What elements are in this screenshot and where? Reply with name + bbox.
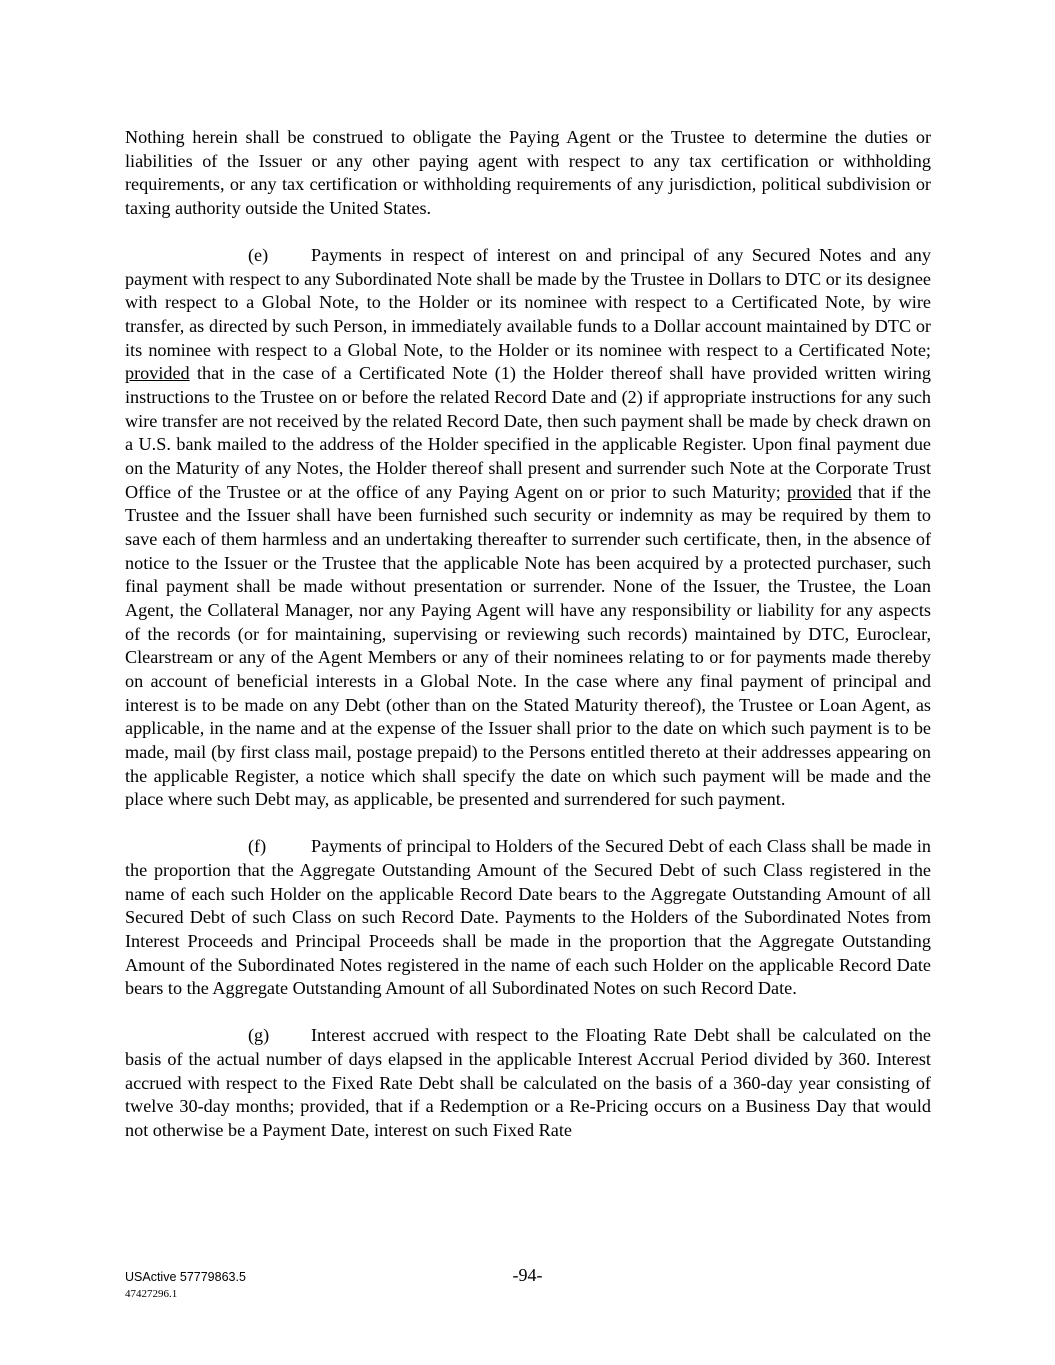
paragraph-text: Payments in respect of interest on and principal of any Secured Notes and any payment with respect to any Subordinated Note shall be made by the Trustee in Dollars to DTC or its designee with respect to a Global Note, to the Holder or its nominee with respect to a Certificated Note, by wire transfer, as directed by such Person, in immediately available funds to a Dollar account maintained by DTC or its nominee with respect to a Global Note, to the Holder or its nominee with respect to a Certificated Note; (125, 245, 931, 360)
underlined-term: provided (787, 481, 852, 502)
paragraph (125, 835, 931, 1001)
body-text (125, 126, 931, 1143)
paragraph-text: Nothing herein shall be construed to obligate the Paying Agent or the Trustee to determine the duties or liabilities of the Issuer or any other paying agent with respect to any tax certification or withholding requirements, or any tax certification or withholding requirements of any jurisdiction, political subdivision or taxing authority outside the United States. (125, 127, 931, 218)
paragraph-label: (g) (248, 1025, 270, 1046)
paragraph-text: Interest accrued with respect to the Floating Rate Debt shall be calculated on the basis of the actual number of days elapsed in the applicable Interest Accrual Period divided by 360. Interest accrued with respect to the Fixed Rate Debt shall be calculated on the basis of a 360-day year consisting of twelve 30-day months; provided, that if a Redemption or a Re-Pricing occurs on a Business Day that would not otherwise be a Payment Date, interest on such Fixed Rate (125, 1025, 931, 1141)
paragraph (125, 244, 931, 812)
paragraph-label: (f) (248, 836, 267, 857)
paragraph (125, 126, 931, 221)
paragraph-text: that in the case of a Certificated Note (1) the Holder thereof shall have provided written wiring instructions to the Trustee on or before the related Record Date and (2) if appropriate instructions for any such wire transfer are not received by the related Record Date, then such payment shall be made by check drawn on a U.S. bank mailed to the address of the Holder specified in the applicable Register. Upon final payment due on the Maturity of any Notes, the Holder thereof shall present and surrender such Note at the Corporate Trust Office of the Trustee or at the office of any Paying Agent on or prior to such Maturity; (125, 363, 931, 502)
paragraph (125, 1024, 931, 1142)
footer-sub-id: 47427296.1 (125, 1288, 178, 1300)
page-number: -94- (512, 1265, 543, 1285)
paragraph-text: Payments of principal to Holders of the Secured Debt of each Class shall be made in the proportion that the Aggregate Outstanding Amount of the Secured Debt of such Class registered in the name of each such Holder on the applicable Record Date bears to the Aggregate Outstanding Amount of all Secured Debt of such Class on such Record Date. Payments to the Holders of the Subordinated Notes from Interest Proceeds and Principal Proceeds shall be made in the proportion that the Aggregate Outstanding Amount of the Subordinated Notes registered in the name of each such Holder on the applicable Record Date bears to the Aggregate Outstanding Amount of all Subordinated Notes on such Record Date. (125, 836, 931, 999)
paragraph-text: that if the Trustee and the Issuer shall have been furnished such security or indemnity as may be required by them to save each of them harmless and an undertaking thereafter to surrender such certificate, then, in the absence of notice to the Issuer or the Trustee that the applicable Note has been acquired by a protected purchaser, such final payment shall be made without presentation or surrender. None of the Issuer, the Trustee, the Loan Agent, the Collateral Manager, nor any Paying Agent will have any responsibility or liability for any aspects of the records (or for maintaining, supervising or reviewing such records) maintained by DTC, Euroclear, Clearstream or any of the Agent Members or any of their nominees relating to or for payments made thereby on account of beneficial interests in a Global Note. In the case where any final payment of principal and interest is to be made on any Debt (other than on the Stated Maturity thereof), the Trustee or Loan Agent, as applicable, in the name and at the expense of the Issuer shall prior to the date on which such payment is to be made, mail (by first class mail, postage prepaid) to the Persons entitled thereto at their addresses appearing on the applicable Register, a notice which shall specify the date on which such payment will be made and the place where such Debt may, as applicable, be presented and surrendered for such payment. (125, 481, 931, 810)
underlined-term: provided (125, 363, 190, 384)
footer-doc-id: USActive 57779863.5 (125, 1270, 246, 1284)
paragraph-label: (e) (248, 245, 269, 266)
